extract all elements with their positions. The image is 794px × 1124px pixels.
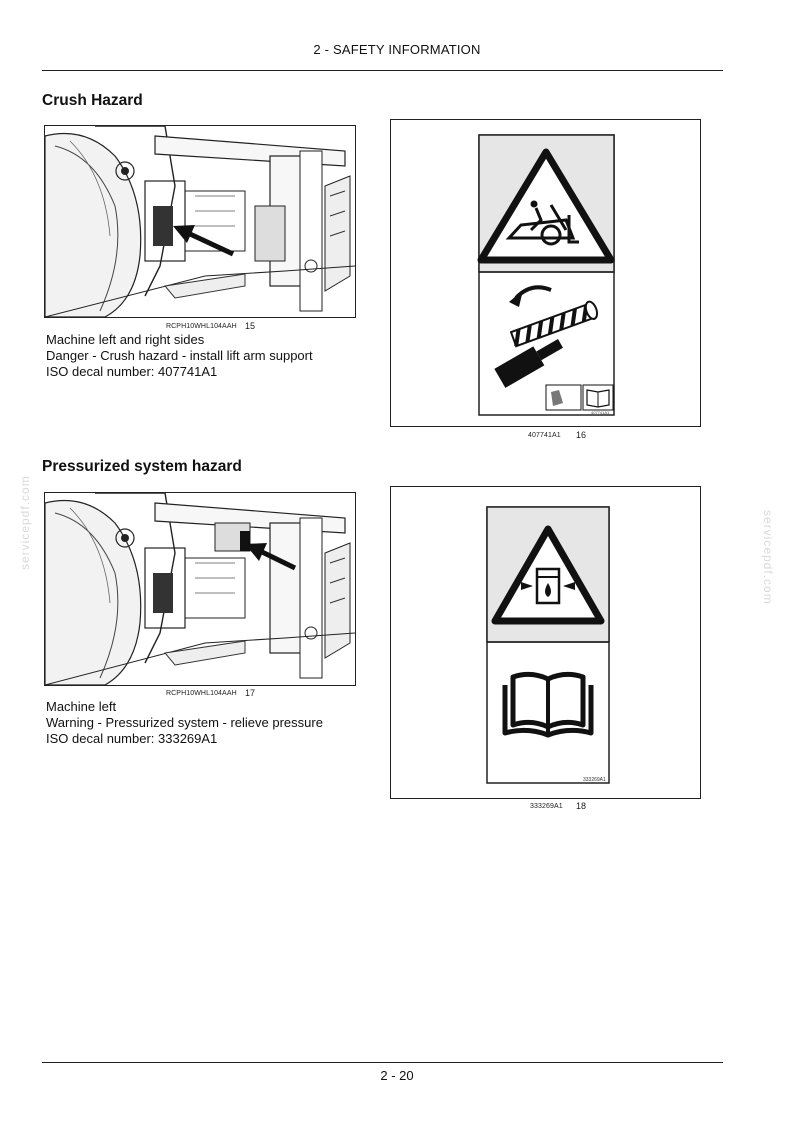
pressurized-system-description [46,699,323,747]
watermark-left: servicepdf.com [18,475,32,570]
figure-number: 17 [245,688,256,698]
decal-inner-code: 333269A1 [583,777,606,783]
footer-rule [42,1062,723,1063]
decal-code: 407741A1 [528,432,561,439]
watermark-right: servicepdf.com [761,510,775,605]
page-header-title: 2 - SAFETY INFORMATION [313,42,481,57]
pressurized-system-machine-photo [44,492,356,686]
pressure-warning-icon [487,507,609,642]
description-line: Danger - Crush hazard - install lift arm support [46,348,313,363]
figure-code: RCPH10WHL104AAH [166,323,237,330]
svg-text:407741A1: 407741A1 [591,410,610,415]
header-rule [42,70,723,71]
description-line: Warning - Pressurized system - relieve pressure [46,715,323,730]
description-line: ISO decal number: 333269A1 [46,731,218,746]
manual-icon [546,385,613,410]
pressurized-decal-frame [390,486,701,799]
decal-code: 333269A1 [530,803,563,810]
section-title-crush-hazard: Crush Hazard [42,92,143,109]
figure-number: 16 [576,430,587,440]
description-line: ISO decal number: 407741A1 [46,364,218,379]
crush-warning-icon [479,135,614,272]
crush-decal-frame [390,119,701,427]
crush-hazard-machine-photo [44,125,356,318]
description-line: Machine left and right sides [46,332,205,347]
description-line: Machine left [46,699,117,714]
page-number: 2 - 20 [380,1068,414,1083]
section-title-pressurized-system-hazard: Pressurized system hazard [42,458,242,475]
figure-number: 15 [245,321,256,331]
crush-hazard-description [46,332,313,380]
figure-number: 18 [576,801,587,811]
figure-code: RCPH10WHL104AAH [166,690,237,697]
